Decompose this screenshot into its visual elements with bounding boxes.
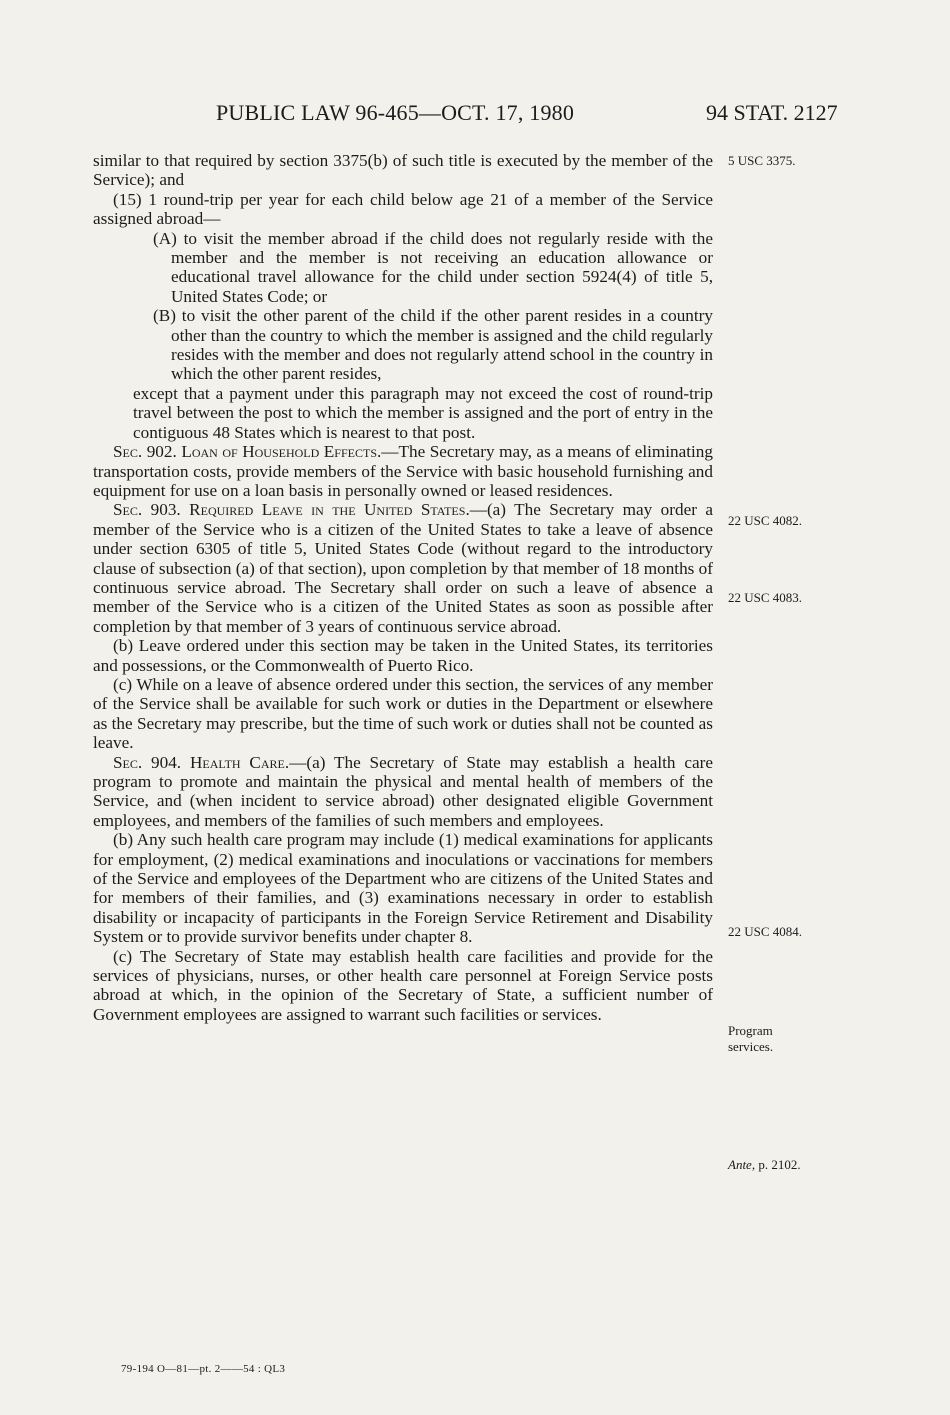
page-footer: 79-194 O—81—pt. 2——54 : QL3	[121, 1363, 286, 1375]
clause-b: (B) to visit the other parent of the child if the other parent resides in a country other than the country to which the member is assigned and the child regularly resides with the member and does not regularly attend school in the country in which the other parent resides,	[153, 306, 713, 384]
margin-note-program-services	[728, 1023, 773, 1055]
section-904-text: —(a) The Secretary of State may establish a health care program to promote and maintain the physical and mental health of members of the Service, and (when incident to service abroad) other designated eligible Government employees, and members of the families of such members and employees.	[93, 752, 713, 830]
margin-note-22-usc-4083: 22 USC 4083.	[728, 590, 803, 605]
margin-note-22-usc-4082: 22 USC 4082.	[728, 513, 803, 528]
section-903	[93, 500, 713, 636]
section-903-b: (b) Leave ordered under this section may be taken in the United States, its territories and possessions, or the Commonwealth of Puerto Rico.	[93, 636, 713, 675]
body-text	[93, 151, 713, 1024]
section-904-number: Sec. 904.	[113, 752, 182, 772]
paragraph-continuation: similar to that required by section 3375(b) of such title is executed by the member of the Service); and	[93, 151, 713, 190]
section-903-c: (c) While on a leave of absence ordered under this section, the services of any member of the Service shall be available for such work or duties in the Department or elsewhere as the Secretary may prescribe, but the time of such work or duties shall not be counted as leave.	[93, 674, 713, 753]
section-904	[93, 753, 713, 831]
margin-note-ante	[728, 1157, 801, 1173]
margin-note-ante-page: p. 2102.	[755, 1157, 801, 1172]
paragraph-except: except that a payment under this paragraph may not exceed the cost of round-trip travel between the post to which the member is assigned and the port of entry in the contiguous 48 States which is nearest to that post.	[133, 383, 713, 442]
section-903-number: Sec. 903.	[113, 500, 181, 520]
section-904-b: (b) Any such health care program may include (1) medical examinations for applicants for employment, (2) medical examinations and inoculations or vaccinations for members of the Service and employees of the Department who are citizens of the United States and for members of their families, and (3) examinations necessary in order to establish disability or incapacity of participants in the Foreign Service Retirement and Disability System or to provide survivor benefits under chapter 8.	[93, 830, 713, 947]
margin-note-ante-italic: Ante,	[728, 1157, 756, 1172]
page-header-stat: 94 STAT. 2127	[706, 100, 838, 125]
margin-note-services: services.	[728, 1039, 774, 1054]
section-903-heading: Required Leave in the United States.	[189, 500, 470, 520]
section-902-text: —The Secretary may, as a means of eliminating transportation costs, provide members of the Service with basic household furnishing and equipment for use on a loan basis in personally owned or leased residences.	[93, 442, 713, 500]
margin-note-program: Program	[728, 1023, 773, 1038]
section-902-heading: Loan of Household Effects.	[181, 442, 382, 462]
clause-a: (A) to visit the member abroad if the child does not regularly reside with the member and the member is not receiving an education allowance or educational travel allowance for the child under section 5924(4) of title 5, United States Code; or	[153, 228, 713, 306]
paragraph-15: (15) 1 round-trip per year for each child below age 21 of a member of the Service assigned abroad—	[93, 189, 713, 229]
section-903-text: —(a) The Secretary may order a member of the Service who is a citizen of the United States to take a leave of absence under section 6305 of title 5, United States Code (without regard to the introductory clause of subsection (a) of that section), upon completion by that member of 18 months of continuous service abroad. The Secretary shall order on such a leave of absence a member of the Service who is a citizen of the United States as soon as possible after completion by that member of 3 years of continuous service abroad.	[93, 500, 714, 636]
page-header-title: PUBLIC LAW 96-465—OCT. 17, 1980	[216, 100, 575, 125]
section-904-c: (c) The Secretary of State may establish health care facilities and provide for the services of physicians, nurses, or other health care personnel at Foreign Service posts abroad at which, in the opinion of the Secretary of State, a sufficient number of Government employees are assigned to warrant such facilities or services.	[93, 946, 713, 1024]
section-902-number: Sec. 902.	[113, 442, 177, 462]
section-904-heading: Health Care.	[189, 752, 290, 772]
section-902	[93, 442, 713, 500]
margin-note-5-usc-3375: 5 USC 3375.	[728, 153, 796, 168]
margin-note-22-usc-4084: 22 USC 4084.	[728, 924, 803, 939]
